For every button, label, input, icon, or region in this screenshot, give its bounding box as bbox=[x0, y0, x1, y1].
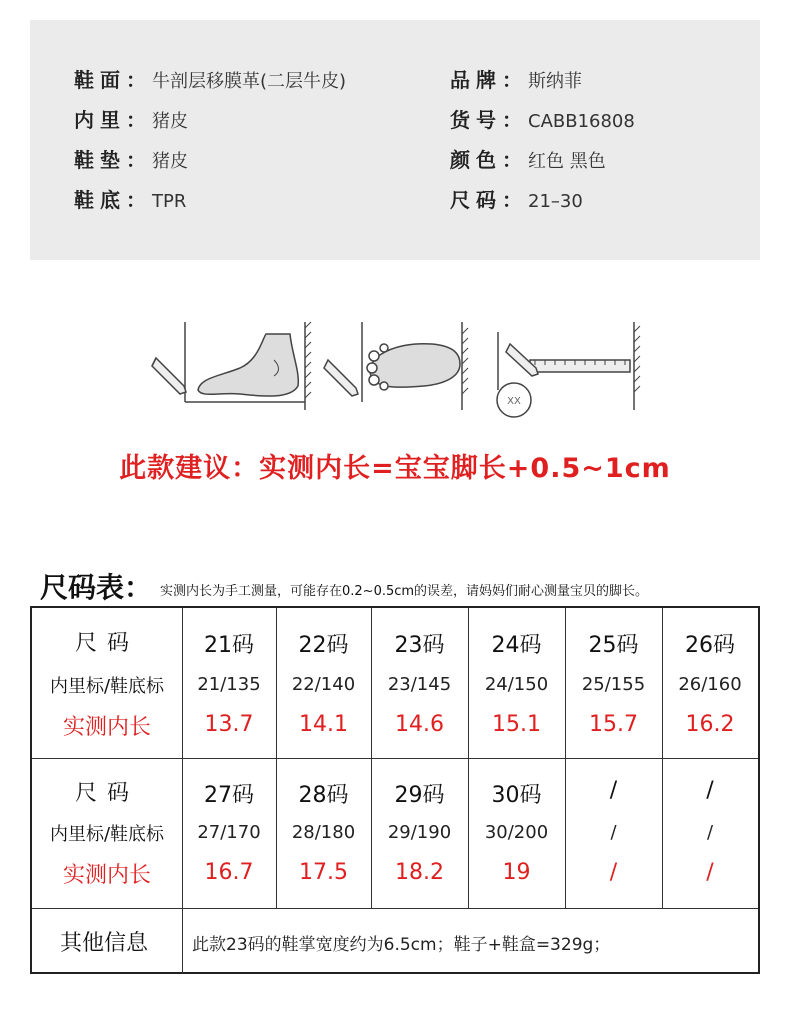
spec-insole bbox=[74, 144, 188, 173]
spec-value: 猪皮 bbox=[152, 151, 188, 172]
size-cell: / bbox=[706, 778, 714, 803]
size-cell: 22码 bbox=[298, 633, 349, 658]
measured-cell: 19 bbox=[502, 860, 531, 885]
size-chart-note: 实测内长为手工测量，可能存在0.2~0.5cm的误差，请妈妈们耐心测量宝贝的脚长。 bbox=[160, 584, 649, 599]
measured-cell: 16.7 bbox=[204, 860, 254, 885]
tag-cell: 28/180 bbox=[291, 822, 356, 843]
size-cell: 21码 bbox=[204, 633, 254, 658]
measured-cell: 13.7 bbox=[204, 712, 254, 737]
spec-label: 内里： bbox=[74, 108, 152, 132]
row-label-measured: 实测内长 bbox=[62, 863, 151, 888]
tag-cell: 21/135 bbox=[197, 674, 261, 695]
measured-cell: 15.1 bbox=[492, 712, 541, 737]
size-chart-table bbox=[30, 606, 760, 974]
size-cell: 28码 bbox=[298, 783, 349, 808]
foot-top-icon bbox=[362, 322, 468, 410]
pencil-icon-2 bbox=[324, 360, 358, 396]
spec-upper bbox=[74, 64, 346, 93]
product-spec-box bbox=[30, 20, 760, 260]
table-divider bbox=[32, 758, 758, 759]
spec-label: 鞋垫： bbox=[74, 148, 152, 172]
measured-cell: / bbox=[706, 860, 714, 885]
spec-value: CABB16808 bbox=[528, 111, 635, 132]
measured-cell: 15.7 bbox=[589, 712, 638, 737]
tag-cell: 23/145 bbox=[387, 674, 452, 695]
spec-label: 尺码： bbox=[450, 188, 528, 212]
table-divider bbox=[182, 908, 183, 974]
measured-cell: 18.2 bbox=[395, 860, 444, 885]
measured-cell: / bbox=[609, 860, 618, 885]
measured-cell: 17.5 bbox=[299, 860, 348, 885]
spec-sole bbox=[74, 184, 186, 213]
measured-cell: 16.2 bbox=[685, 712, 735, 737]
pencil-icon-1 bbox=[152, 358, 186, 394]
size-cell: / bbox=[609, 778, 618, 803]
spec-value: 红色 黑色 bbox=[528, 151, 606, 172]
spec-value: 21–30 bbox=[528, 191, 583, 212]
spec-brand bbox=[450, 64, 582, 93]
tag-cell: 27/170 bbox=[197, 822, 261, 843]
foot-measuring-illustration bbox=[140, 320, 650, 430]
row-label-size: 尺码 bbox=[74, 781, 139, 806]
spec-label: 货号： bbox=[450, 108, 528, 132]
tag-cell: 30/200 bbox=[484, 822, 549, 843]
other-info-label: 其他信息 bbox=[60, 931, 149, 956]
spec-value: 猪皮 bbox=[152, 111, 188, 132]
tag-cell: 25/155 bbox=[581, 674, 646, 695]
row-label-size: 尺码 bbox=[74, 631, 139, 656]
row-label-measured: 实测内长 bbox=[62, 715, 151, 740]
tag-cell: 29/190 bbox=[387, 822, 452, 843]
spec-value: TPR bbox=[152, 191, 187, 212]
size-cell: 23码 bbox=[394, 633, 445, 658]
size-cell: 24码 bbox=[491, 633, 542, 658]
size-cell: 25码 bbox=[588, 633, 639, 658]
tag-cell: 22/140 bbox=[291, 674, 356, 695]
spec-value: 斯纳菲 bbox=[528, 71, 582, 92]
spec-label: 鞋底： bbox=[74, 188, 152, 212]
tag-cell: 26/160 bbox=[678, 674, 742, 695]
spec-lining bbox=[74, 104, 188, 133]
tag-cell: 24/150 bbox=[484, 674, 549, 695]
spec-label: 颜色： bbox=[450, 148, 528, 172]
spec-label: 品牌： bbox=[450, 68, 528, 92]
spec-item-number bbox=[450, 104, 635, 133]
other-info-text: 此款23码的鞋掌宽度约为6.5cm；鞋子+鞋盒=329g； bbox=[192, 935, 611, 955]
table-divider bbox=[32, 908, 758, 909]
spec-color bbox=[450, 144, 606, 173]
measured-cell: 14.1 bbox=[299, 712, 348, 737]
size-cell: 29码 bbox=[394, 783, 445, 808]
size-cell: 26码 bbox=[685, 633, 735, 658]
size-cell: 30码 bbox=[491, 783, 542, 808]
circle-label: XX bbox=[507, 396, 521, 407]
size-cell: 27码 bbox=[204, 783, 254, 808]
measured-cell: 14.6 bbox=[395, 712, 444, 737]
row-label-tag: 内里标/鞋底标 bbox=[49, 824, 165, 845]
tag-cell: / bbox=[706, 822, 714, 843]
tag-cell: / bbox=[610, 822, 617, 843]
foot-side-icon bbox=[185, 322, 311, 410]
sizing-recommendation: 此款建议：实测内长=宝宝脚长+0.5~1cm bbox=[119, 453, 671, 484]
size-chart-title: 尺码表： bbox=[40, 571, 153, 604]
spec-size bbox=[450, 184, 583, 213]
row-label-tag: 内里标/鞋底标 bbox=[49, 676, 165, 697]
spec-label: 鞋面： bbox=[74, 68, 152, 92]
spec-value: 牛剖层移膜革(二层牛皮) bbox=[152, 71, 347, 92]
